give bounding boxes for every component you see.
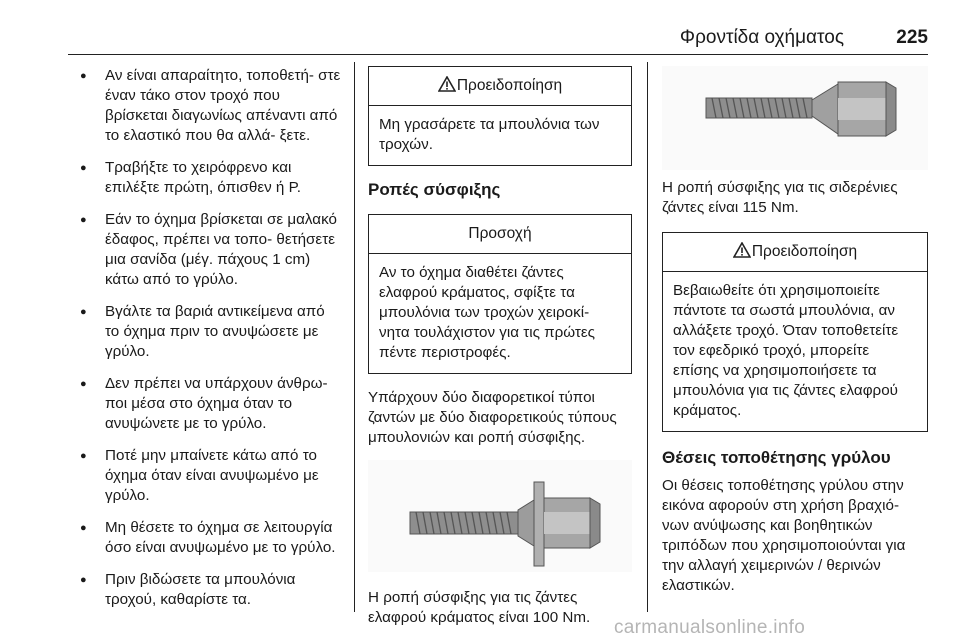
warning-box xyxy=(662,232,928,432)
caution-title: Προσοχή xyxy=(369,215,631,254)
alloy-wheel-bolt-illustration xyxy=(368,460,632,572)
page-header xyxy=(0,28,928,52)
steel-bolt-image xyxy=(662,66,928,170)
alloy-torque-caption: Η ροπή σύσφιξης για τις ζάντες ελαφρού κράματος είναι 100 Nm. xyxy=(368,589,591,626)
list-item: ● Αν είναι απαραίτητο, τοποθετή‐ στε έναν τάκο στον τροχό που βρίσκεται διαγωνίως απέναντι από το ελαστικό που θα αλλά‐ ξετε. xyxy=(80,66,342,146)
list-item: ● Ποτέ μην μπαίνετε κάτω από το όχημα όταν είναι ανυψωμένο με γρύλο. xyxy=(80,446,342,506)
watermark: carmanualsonline.info xyxy=(614,617,806,638)
section-heading: Θέσεις τοποθέτησης γρύλου xyxy=(662,448,891,467)
warning-text: Βεβαιωθείτε ότι χρησιμοποιείτε πάντοτε τα σωστά μπουλόνια, αν αλλάξετε τροχό. Όταν τοποθετείτε τον εφεδρικό τροχό, μπορείτε επίσης να χρησιμοποιήσετε τα μπουλόνια για τις ζάντες ελαφρού κράματος. xyxy=(673,282,899,419)
column-divider-2 xyxy=(647,62,648,612)
list-item: ● Βγάλτε τα βαριά αντικείμενα από το όχημα πριν το ανυψώσετε με γρύλο. xyxy=(80,302,342,362)
warning-triangle-icon xyxy=(733,242,751,258)
warning-title: Προειδοποίηση xyxy=(751,243,858,260)
warning-text: Μη γρασάρετε τα μπουλόνια των τροχών. xyxy=(379,116,600,153)
warning-header xyxy=(663,233,927,272)
column-1 xyxy=(80,66,342,622)
caution-box xyxy=(368,214,632,374)
header-divider xyxy=(68,54,928,55)
alloy-bolt-image xyxy=(368,460,632,572)
page-number: 225 xyxy=(896,27,928,48)
steel-torque-caption: Η ροπή σύσφιξης για τις σιδερένιες ζάντες είναι 115 Nm. xyxy=(662,179,898,216)
column-3 xyxy=(662,66,928,596)
steel-wheel-bolt-illustration xyxy=(662,66,928,170)
body-paragraph: Υπάρχουν δύο διαφορετικοί τύποι ζαντών με δύο διαφορετικούς τύπους μπουλονιών και ροπή σύσφιξης. xyxy=(368,389,617,446)
page-title: Φροντίδα οχήματος xyxy=(679,27,844,48)
list-item xyxy=(80,158,342,198)
column-divider-1 xyxy=(354,62,355,612)
list-item: ● Μη θέσετε το όχημα σε λειτουργία όσο είναι ανυψωμένο με το γρύλο. xyxy=(80,518,342,558)
warning-title: Προειδοποίηση xyxy=(456,77,563,94)
warning-header xyxy=(369,67,631,106)
body-paragraph: Οι θέσεις τοποθέτησης γρύλου στην εικόνα αφορούν στη χρήση βραχιό‐ νων ανύψωσης και βοηθητικών τριπόδων που χρησιμοποιούνται για την αλλαγή χειμερινών / θερινών ελαστικών. xyxy=(662,477,906,594)
list-item-text: Τραβήξτε το χειρόφρενο και επιλέξτε πρώτη, όπισθεν ή P. xyxy=(105,159,301,196)
list-item: ● Δεν πρέπει να υπάρχουν άνθρω‐ ποι μέσα στο όχημα όταν το ανυψώνετε με το γρύλο. xyxy=(80,374,342,434)
column-2 xyxy=(368,66,632,628)
safety-list xyxy=(80,66,342,610)
warning-triangle-icon xyxy=(438,76,456,92)
warning-box xyxy=(368,66,632,166)
list-item: ● Πριν βιδώσετε τα μπουλόνια τροχού, καθαρίστε τα. xyxy=(80,570,342,610)
list-item: ● Εάν το όχημα βρίσκεται σε μαλακό έδαφος, πρέπει να τοπο‐ θετήσετε μια σανίδα (μέγ. πάχους 1 cm) κάτω από το γρύλο. xyxy=(80,210,342,290)
section-heading: Ροπές σύσφιξης xyxy=(368,180,501,199)
caution-text: Αν το όχημα διαθέτει ζάντες ελαφρού κράματος, σφίξτε τα μπουλόνια των τροχών χειροκί‐ νητα τουλάχιστον για τις πρώτες πέντε περιστροφές. xyxy=(379,264,595,361)
